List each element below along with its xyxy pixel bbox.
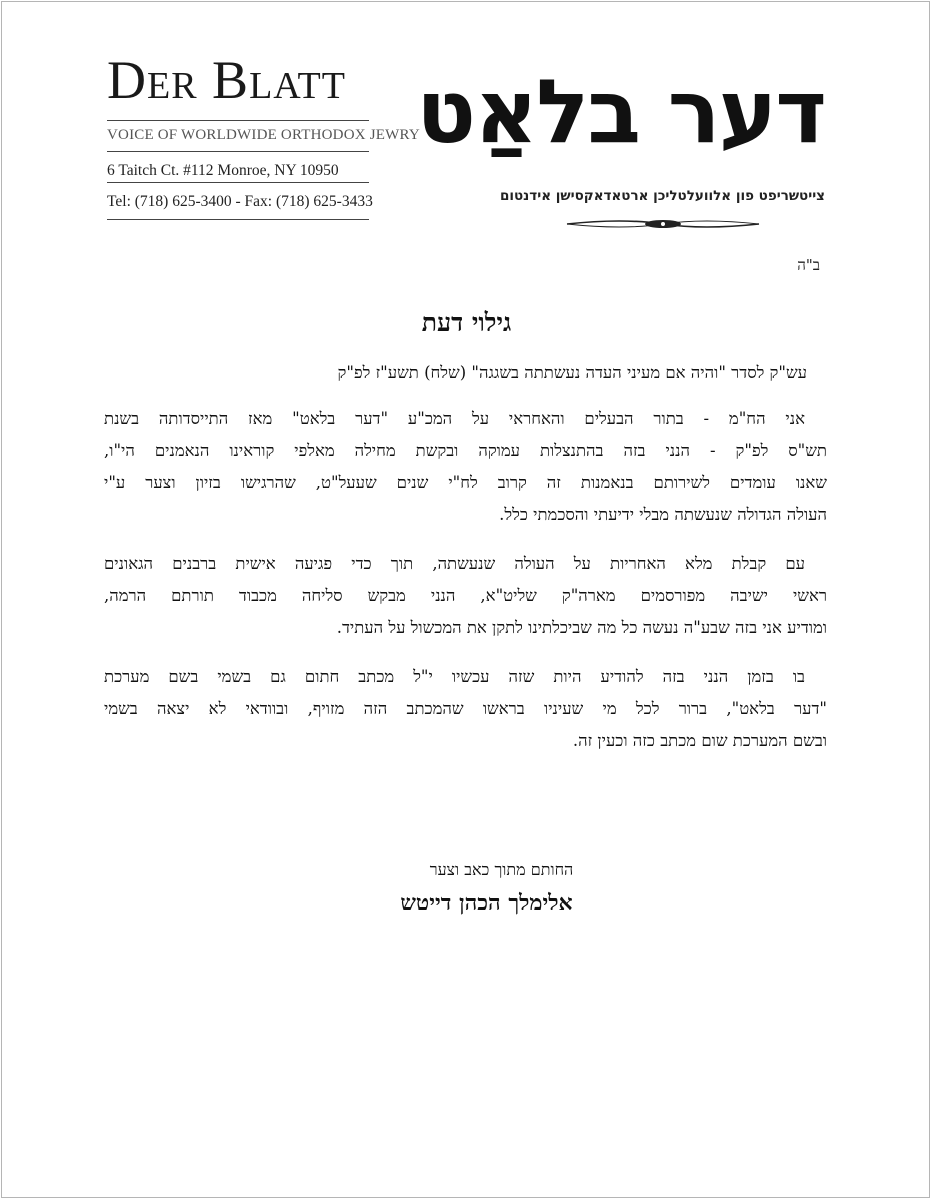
paragraph-line: עם קבלת מלא האחריות על העולה שנעשתה, תוך כדי פגיעה אישית ברבנים הגאונים (104, 554, 805, 573)
paragraph-2 (104, 548, 827, 644)
yiddish-masthead (416, 52, 825, 232)
paragraph-line: ראשי ישיבה מפורסמים מארה"ק שליט"א, הנני מבקש סליחה מכבוד תורתם הרמה, (104, 586, 827, 605)
masthead-address: 6 Taitch Ct. #112 Monroe, NY 10950 (107, 162, 339, 179)
letter-body (104, 357, 827, 774)
header-mark: ב"ה (797, 256, 820, 274)
date-text: עש"ק לסדר "והיה אם מעיני העדה נעשתתה בשגגה" (שלח) תשע"ז לפ"ק (337, 363, 807, 382)
masthead-title-english: Der Blatt (107, 50, 346, 110)
masthead-divider (107, 120, 369, 121)
paragraph-1 (104, 403, 827, 531)
paragraph-3 (104, 661, 827, 757)
paragraph-line: שאנו עומדים לשירותם בנאמנות זה קרוב לח"י שנים שעעל"ט, שהרגישו בזיון וצער ע"י (104, 473, 827, 492)
masthead-divider (107, 182, 369, 183)
paragraph-line: ובשם המערכת שום מכתב כזה וכעין זה. (572, 731, 827, 750)
paragraph-line: העולה הגדולה שנעשתה מבלי ידיעתי והסכמתי כלל. (499, 505, 827, 524)
paragraph-line: אני הח"מ - בתור הבעלים והאחראי על המכ"ע "דער בלאט" מאז התייסדותה בשנת (104, 409, 805, 428)
masthead-divider (107, 151, 369, 152)
signature-name: אלימלך הכהן דייטש (400, 890, 573, 916)
paragraph-line: "דער בלאט", ברור לכל מי שעיניו בראשו שהמכתב הזה מזויף, ובוודאי לא יצאה בשמי (104, 699, 827, 718)
masthead-tagline-english: VOICE OF WORLDWIDE ORTHODOX JEWRY (107, 127, 420, 143)
flourish-ornament (563, 216, 763, 232)
paragraph-line: ומודיע אני בזה שבע"ה נעשה כל מה שביכלתינו לתקן את המכשול על העתיד. (336, 618, 827, 637)
masthead-divider (107, 219, 369, 220)
masthead-title-yiddish: דער בלאַט (416, 60, 825, 163)
paragraph-line: תש"ס לפ"ק - הנני בזה בהתנצלות עמוקה ובקשת מחילה מאלפי קוראינו הנאמנים הי"ו, (104, 441, 827, 460)
masthead-tagline-yiddish: צייטשריפט פון אלוועלטליכן ארטאדאקסישן אידנטום (499, 188, 825, 204)
date-line (104, 357, 827, 389)
closing-phrase: החותם מתוך כאב וצער (429, 860, 574, 879)
english-masthead (107, 50, 420, 220)
paragraph-line: בו בזמן הנני בזה להודיע היות שזה עכשיו י"ל מכתב חתום גם בשמי בשם מערכת (104, 667, 805, 686)
masthead-phone-fax: Tel: (718) 625-3400 - Fax: (718) 625-3433 (107, 193, 373, 210)
closing-block (0, 860, 933, 916)
document-title: גילוי דעת (421, 308, 512, 337)
